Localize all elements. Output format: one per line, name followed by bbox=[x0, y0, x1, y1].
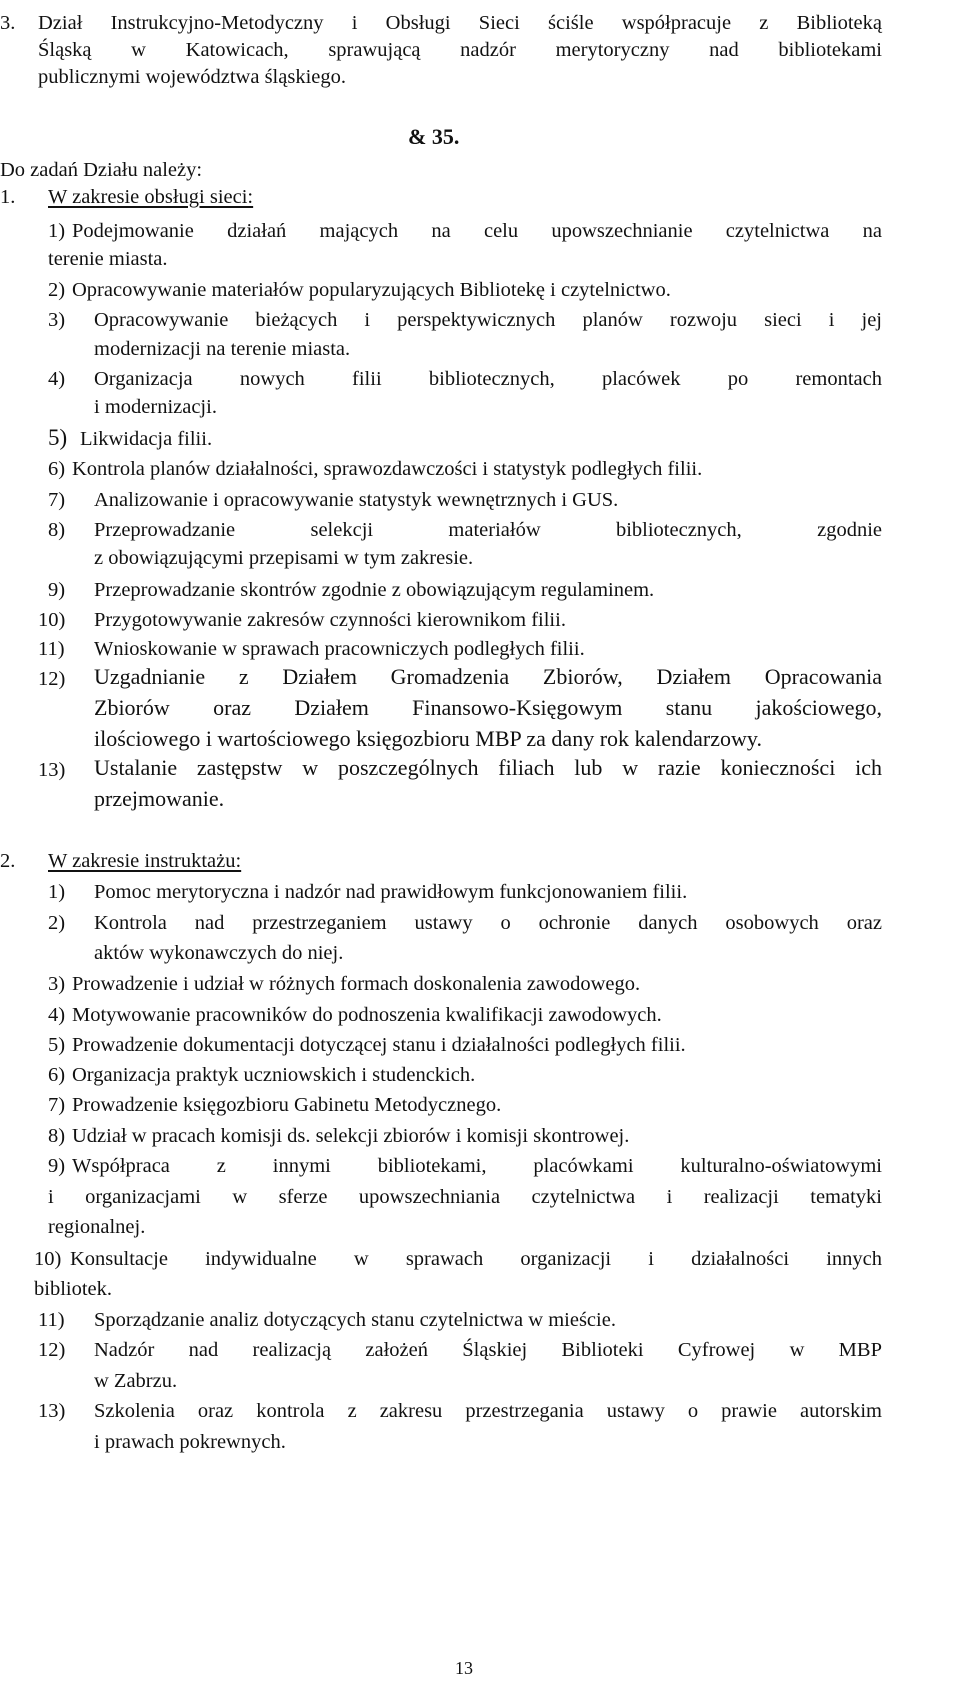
s2-item-number: 11) bbox=[38, 1309, 65, 1331]
s2-item-text: Szkolenia oraz kontrola z zakresu przestrzegania ustawy o prawie autorskim bbox=[94, 1400, 882, 1422]
section2-number: 2. bbox=[0, 850, 16, 872]
s1-item-number: 8) bbox=[48, 519, 66, 541]
s1-item-number: 11) bbox=[38, 638, 65, 660]
s2-item-text: Konsultacje indywidualne w sprawach organizacji i działalności innych bbox=[70, 1248, 882, 1270]
intro-number: 3. bbox=[0, 12, 16, 34]
s1-item-text: Przeprowadzanie skontrów zgodnie z obowiązującym regulaminem. bbox=[94, 579, 655, 601]
s2-item-text: Prowadzenie i udział w różnych formach doskonalenia zawodowego. bbox=[72, 973, 641, 995]
s1-item-text: Opracowywanie bieżących i perspektywicznych planów rozwoju sieci i jej bbox=[94, 309, 882, 331]
s2-item-text: Organizacja praktyk uczniowskich i studenckich. bbox=[72, 1064, 476, 1086]
s1-item-text: terenie miasta. bbox=[48, 248, 168, 270]
s2-item-number: 5) bbox=[48, 1034, 66, 1056]
s1-item-text: Uzgadnianie z Działem Gromadzenia Zbiorów, Działem Opracowania bbox=[94, 664, 882, 689]
s2-item-text: w Zabrzu. bbox=[94, 1370, 178, 1392]
s2-item-text: aktów wykonawczych do niej. bbox=[94, 942, 344, 964]
s1-item-number: 2) bbox=[48, 279, 66, 301]
s2-item-text: Sporządzanie analiz dotyczących stanu czytelnictwa w mieście. bbox=[94, 1309, 616, 1331]
s1-item-text: modernizacji na terenie miasta. bbox=[94, 338, 351, 360]
s1-item-number: 3) bbox=[48, 309, 66, 331]
s1-item-text: Podejmowanie działań mających na celu upowszechnianie czytelnictwa na bbox=[72, 220, 882, 242]
s2-item-number: 7) bbox=[48, 1094, 66, 1116]
s1-item-text: Przygotowywanie zakresów czynności kierownikom filii. bbox=[94, 609, 566, 631]
s2-item-text: i organizacjami w sferze upowszechniania czytelnictwa i realizacji tematyki bbox=[48, 1186, 882, 1208]
s2-item-number: 1) bbox=[48, 881, 66, 903]
s1-item-text: Przeprowadzanie selekcji materiałów bibliotecznych, zgodnie bbox=[94, 519, 882, 541]
s2-item-number: 4) bbox=[48, 1004, 66, 1026]
s1-item-text: ilościowego i wartościowego księgozbioru MBP za dany rok kalendarzowy. bbox=[94, 726, 762, 751]
s2-item-text: bibliotek. bbox=[34, 1278, 113, 1300]
s2-item-number: 9) bbox=[48, 1155, 66, 1177]
s2-item-number: 10) bbox=[34, 1248, 62, 1270]
s2-item-text: Prowadzenie księgozbioru Gabinetu Metodycznego. bbox=[72, 1094, 502, 1116]
s2-item-text: Nadzór nad realizacją założeń Śląskiej Biblioteki Cyfrowej w MBP bbox=[94, 1339, 882, 1361]
s1-item-text: Ustalanie zastępstw w poszczególnych filiach lub w razie konieczności ich bbox=[94, 755, 882, 780]
section2-heading: W zakresie instruktażu: bbox=[48, 850, 242, 872]
s1-item-text: z obowiązującymi przepisami w tym zakresie. bbox=[94, 547, 474, 569]
s2-item-text: regionalnej. bbox=[48, 1216, 146, 1238]
s2-item-text: Współpraca z innymi bibliotekami, placówkami kulturalno-oświatowymi bbox=[72, 1155, 882, 1177]
s2-item-text: Udział w pracach komisji ds. selekcji zbiorów i komisji skontrowej. bbox=[72, 1125, 630, 1147]
s1-item-text: Kontrola planów działalności, sprawozdawczości i statystyk podległych filii. bbox=[72, 458, 703, 480]
s1-item-number: 5) bbox=[48, 425, 68, 450]
s2-item-number: 2) bbox=[48, 912, 66, 934]
s1-item-text: Likwidacja filii. bbox=[80, 428, 213, 450]
section1-number: 1. bbox=[0, 186, 16, 208]
s1-item-text: i modernizacji. bbox=[94, 396, 217, 418]
s1-item-text: Analizowanie i opracowywanie statystyk wewnętrznych i GUS. bbox=[94, 489, 619, 511]
s1-item-number: 12) bbox=[38, 668, 66, 690]
s1-item-number: 13) bbox=[38, 759, 66, 781]
s2-item-number: 6) bbox=[48, 1064, 66, 1086]
s2-item-text: i prawach pokrewnych. bbox=[94, 1431, 286, 1453]
section1-heading: W zakresie obsługi sieci: bbox=[48, 186, 254, 208]
s2-item-number: 12) bbox=[38, 1339, 66, 1361]
intro-line: Śląską w Katowicach, sprawującą nadzór merytoryczny nad bibliotekami bbox=[38, 39, 882, 61]
s2-item-text: Prowadzenie dokumentacji dotyczącej stanu i działalności podległych filii. bbox=[72, 1034, 686, 1056]
intro-line: publicznymi województwa śląskiego. bbox=[38, 66, 347, 88]
s1-item-number: 6) bbox=[48, 458, 66, 480]
s1-item-number: 1) bbox=[48, 220, 66, 242]
s2-item-number: 13) bbox=[38, 1400, 66, 1422]
s2-item-text: Kontrola nad przestrzeganiem ustawy o ochronie danych osobowych oraz bbox=[94, 912, 882, 934]
s1-item-number: 9) bbox=[48, 579, 66, 601]
s1-item-text: Zbiorów oraz Działem Finansowo-Księgowym stanu jakościowego, bbox=[94, 695, 882, 720]
s1-item-number: 7) bbox=[48, 489, 66, 511]
s1-item-number: 4) bbox=[48, 368, 66, 390]
s2-item-text: Pomoc merytoryczna i nadzór nad prawidłowym funkcjonowaniem filii. bbox=[94, 881, 688, 903]
s1-item-text: Organizacja nowych filii bibliotecznych, placówek po remontach bbox=[94, 368, 882, 390]
s1-item-text: Opracowywanie materiałów popularyzujących Bibliotekę i czytelnictwo. bbox=[72, 279, 671, 301]
s1-item-number: 10) bbox=[38, 609, 66, 631]
intro-line: Dział Instrukcyjno-Metodyczny i Obsługi Sieci ściśle współpracuje z Biblioteką bbox=[38, 12, 882, 34]
page-number: 13 bbox=[455, 1658, 473, 1678]
paragraph-heading: & 35. bbox=[408, 124, 460, 149]
s1-item-text: Wnioskowanie w sprawach pracowniczych podległych filii. bbox=[94, 638, 585, 660]
s2-item-number: 3) bbox=[48, 973, 66, 995]
s1-item-text: przejmowanie. bbox=[94, 786, 225, 811]
duties-intro: Do zadań Działu należy: bbox=[0, 159, 203, 181]
s2-item-text: Motywowanie pracowników do podnoszenia kwalifikacji zawodowych. bbox=[72, 1004, 662, 1026]
s2-item-number: 8) bbox=[48, 1125, 66, 1147]
